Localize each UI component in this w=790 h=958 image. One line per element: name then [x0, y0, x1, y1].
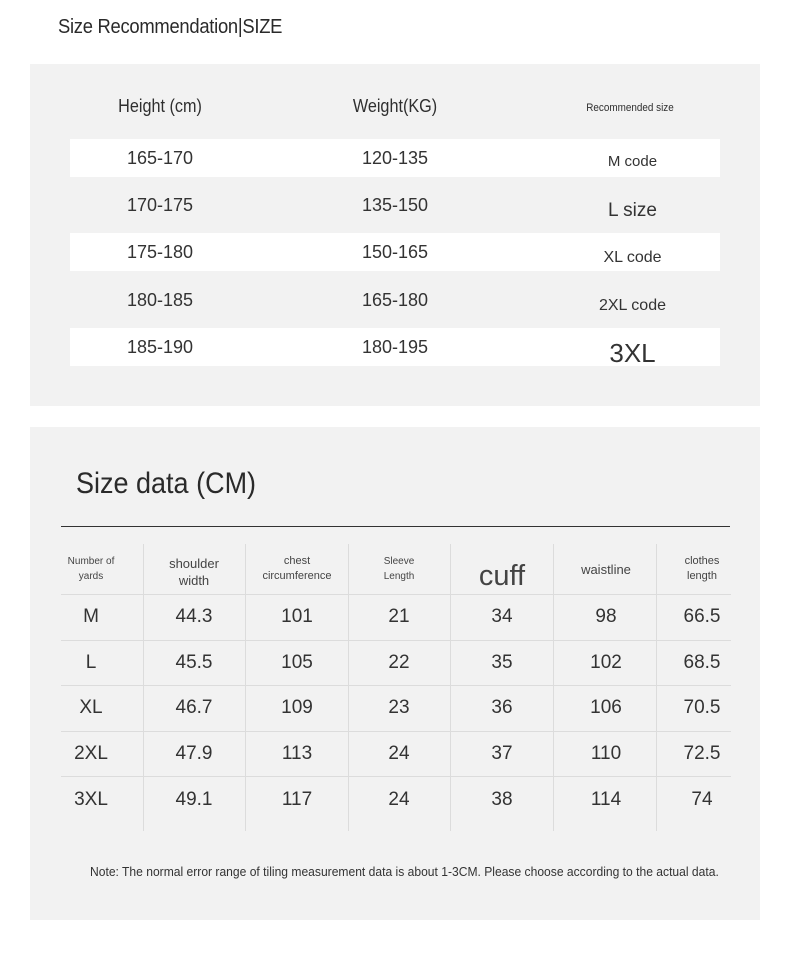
cuff-value: 35 — [491, 651, 513, 673]
weight-range: 150-165 — [361, 242, 429, 262]
sleeve-value: 23 — [388, 697, 410, 719]
size-label: L — [85, 651, 97, 673]
weight-range: 120-135 — [361, 148, 429, 168]
size-data-table — [61, 544, 731, 822]
column-header-shoulder: shoulder width — [169, 556, 219, 588]
height-range: 165-170 — [126, 148, 194, 168]
length-value: 70.5 — [683, 697, 721, 719]
weight-header: Weight(KG) — [352, 96, 438, 116]
recommended-size-header: Recommended size — [586, 102, 674, 114]
chest-value: 113 — [281, 743, 313, 765]
recommended-size: XL code — [603, 249, 662, 266]
sleeve-value: 22 — [388, 651, 410, 673]
shoulder-value: 47.9 — [175, 743, 213, 765]
size-label: 3XL — [74, 788, 108, 810]
table-row — [61, 776, 731, 822]
sleeve-value: 24 — [388, 788, 410, 810]
table-row — [61, 731, 731, 777]
table-header-row — [61, 544, 731, 594]
table-row — [61, 594, 731, 640]
size-label: M — [83, 606, 99, 628]
size-recommendation-panel — [30, 64, 760, 406]
length-value: 68.5 — [683, 651, 721, 673]
page-title: Size Recommendation|SIZE — [58, 16, 283, 38]
cuff-value: 37 — [491, 743, 513, 765]
weight-range: 135-150 — [361, 195, 429, 215]
shoulder-value: 46.7 — [175, 697, 213, 719]
height-range: 170-175 — [126, 195, 194, 215]
recommended-size: L size — [608, 200, 657, 221]
waistline-value: 102 — [590, 651, 622, 673]
shoulder-value: 45.5 — [175, 651, 213, 673]
recommended-size: 2XL code — [598, 297, 666, 314]
shoulder-value: 49.1 — [175, 788, 213, 810]
size-label: 2XL — [74, 743, 108, 765]
recommendation-row — [70, 139, 720, 177]
column-header-length: clothes length — [684, 555, 720, 582]
chest-value: 105 — [281, 651, 313, 673]
height-range: 180-185 — [126, 290, 194, 310]
table-row — [61, 685, 731, 731]
length-value: 66.5 — [683, 606, 721, 628]
recommendation-row — [70, 281, 720, 319]
waistline-value: 110 — [590, 743, 622, 765]
length-value: 74 — [691, 788, 713, 810]
height-range: 175-180 — [126, 242, 194, 262]
chest-value: 109 — [281, 697, 313, 719]
size-label: XL — [79, 697, 103, 719]
column-header-yards: Number of yards — [67, 556, 115, 582]
size-data-panel — [30, 427, 760, 920]
waistline-value: 114 — [590, 788, 622, 810]
cuff-value: 36 — [491, 697, 513, 719]
recommendation-row — [70, 328, 720, 366]
height-header: Height (cm) — [118, 96, 202, 116]
chest-value: 101 — [281, 606, 313, 628]
measurement-note: Note: The normal error range of tiling measurement data is about 1-3CM. Please choose according to the actual data. — [90, 864, 719, 879]
recommended-size: 3XL — [609, 338, 656, 368]
height-range: 185-190 — [126, 337, 194, 357]
recommendation-row — [70, 233, 720, 271]
shoulder-value: 44.3 — [175, 606, 213, 628]
size-data-title: Size data (CM) — [76, 467, 257, 500]
recommendation-row — [70, 186, 720, 224]
cuff-value: 34 — [491, 606, 513, 628]
sleeve-value: 21 — [388, 606, 410, 628]
cuff-value: 38 — [491, 788, 513, 810]
waistline-value: 106 — [590, 697, 622, 719]
weight-range: 165-180 — [361, 290, 429, 310]
column-header-waistline: waistline — [581, 561, 631, 577]
chest-value: 117 — [281, 788, 313, 810]
column-header-sleeve: Sleeve Length — [383, 556, 415, 582]
column-header-chest: chest circumference — [262, 555, 332, 582]
weight-range: 180-195 — [361, 337, 429, 357]
length-value: 72.5 — [683, 743, 721, 765]
recommended-size: M code — [607, 153, 658, 170]
column-header-cuff: cuff — [478, 559, 526, 592]
sleeve-value: 24 — [388, 743, 410, 765]
title-divider — [61, 526, 730, 527]
table-row — [61, 640, 731, 686]
waistline-value: 98 — [595, 606, 617, 628]
